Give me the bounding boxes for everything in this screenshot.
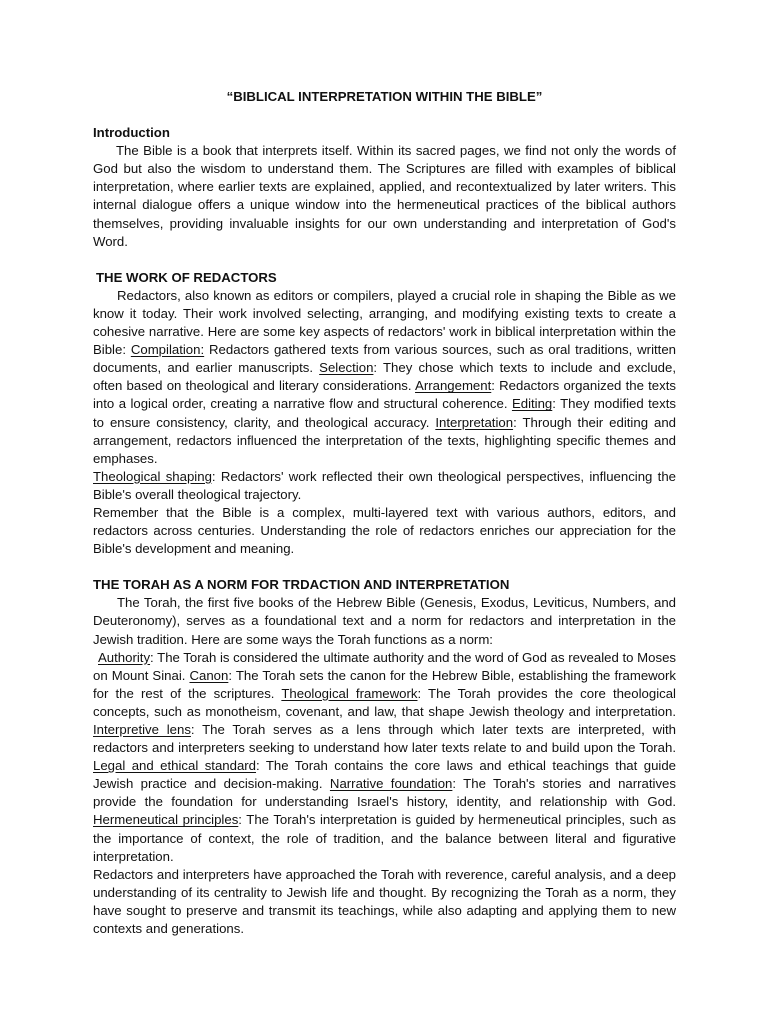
torah-lead: The Torah, the first five books of the Hebrew Bible (Genesis, Exodus, Leviticus, Numbers, and Deuteronomy), serves as a foundational text and a norm for redactors and interpretation in the Jewish tradition. Here are some ways the Torah functions as a norm:: [93, 595, 676, 647]
authority-text: : The Torah is considered the ultimate authority and the word of God as revealed to Moses on Mount Sinai.: [93, 649, 676, 683]
compilation-text: Redactors gathered texts from various sources, such as oral traditions, written documents, and earlier manuscripts.: [93, 342, 676, 376]
selection-text: : They chose which texts to include and exclude, often based on theological and literary considerations.: [93, 360, 676, 394]
term-interpretive-lens: Interpretive lens: [93, 722, 191, 737]
term-hermeneutical-principles: Hermeneutical principles: [93, 812, 239, 828]
torah-heading: THE TORAH AS A NORM FOR TRDACTION AND INTERPRETATION: [93, 577, 510, 593]
arrangement-text: : Redactors organized the texts into a logical order, creating a narrative flow and structural coherence.: [93, 378, 676, 412]
redactors-lead: Redactors, also known as editors or compilers, played a crucial role in shaping the Bible as we know it today. Their work involved selecting, arranging, and modifying existing texts to create a cohesive narrative. Here are some key aspects of redactors' work in biblical interpretation within the Bible:: [93, 287, 676, 358]
theological-shaping-text: : Redactors' work reflected their own theological perspectives, influencing the Bible's overall theological trajectory.: [93, 468, 676, 502]
redactors-closing: Remember that the Bible is a complex, multi-layered text with various authors, editors, and redactors across centuries. Understanding the role of redactors enriches our appreciation for the Bible's development and meaning.: [93, 504, 676, 557]
term-theological-framework: Theological framework: [281, 685, 418, 701]
term-canon: Canon: [189, 667, 229, 683]
term-compilation: Compilation:: [130, 342, 205, 358]
term-arrangement: Arrangement: [415, 378, 492, 394]
narrative-text: : The Torah's stories and narratives provide the foundation for understanding Israel's history, identity, and relationship with God.: [93, 776, 676, 810]
term-authority: Authority: [98, 649, 151, 665]
editing-text: : They modified texts to ensure consistency, clarity, and theological accuracy.: [93, 396, 676, 430]
term-interpretation: Interpretation: [435, 414, 514, 430]
torah-norms-paragraph: [93, 649, 676, 866]
intro-heading: Introduction: [93, 125, 170, 141]
term-narrative-foundation: Narrative foundation: [329, 776, 453, 792]
torah-closing: Redactors and interpreters have approached the Torah with reverence, careful analysis, and a deep understanding of its centrality to Jewish life and thought. By recognizing the Torah as a norm, they have sought to preserve and transmit its teachings, while also adapting and applying them to new contexts and generations.: [93, 866, 676, 937]
term-theological-shaping: Theological shaping: [93, 468, 212, 484]
legal-text: : The Torah contains the core laws and ethical teachings that guide Jewish practice and decision-making.: [93, 758, 676, 792]
principles-text: : The Torah's interpretation is guided by hermeneutical principles, such as the importance of context, the role of tradition, and the balance between literal and figurative interpretation.: [93, 812, 676, 864]
canon-text: : The Torah sets the canon for the Hebrew Bible, establishing the framework for the rest of the scriptures.: [93, 667, 676, 701]
intro-paragraph: [93, 142, 676, 251]
interpretation-text: : Through their editing and arrangement, redactors influenced the interpretation of the texts, highlighting specific themes and emphases.: [93, 414, 677, 466]
theological-shaping-paragraph: [93, 468, 676, 504]
intro-text: The Bible is a book that interprets itself. Within its sacred pages, we find not only the words of God but also the wisdom to understand them. The Scriptures are filled with examples of biblical interpretation, where earlier texts are explained, applied, and recontextualized by later writers. This internal dialogue offers a unique window into the hermeneutical practices of the biblical authors themselves, providing invaluable insights for our own understanding and interpretation of God's Word.: [93, 143, 677, 249]
lens-text: : The Torah serves as a lens through which later texts are interpreted, with redactors and interpreters seeking to understand how later texts relate to and build upon the Torah.: [93, 722, 677, 756]
term-editing: Editing: [511, 396, 553, 412]
document-title: “BIBLICAL INTERPRETATION WITHIN THE BIBLE”: [226, 89, 543, 104]
redactors-heading: THE WORK OF REDACTORS: [96, 269, 277, 285]
document-page: [93, 88, 676, 938]
framework-text: : The Torah provides the core theological concepts, such as monotheism, covenant, and law, that shape Jewish theology and interpretation.: [93, 685, 676, 719]
term-selection: Selection: [319, 360, 374, 376]
redactors-paragraph: [93, 287, 676, 468]
term-legal-ethical-standard: Legal and ethical standard: [93, 758, 257, 774]
